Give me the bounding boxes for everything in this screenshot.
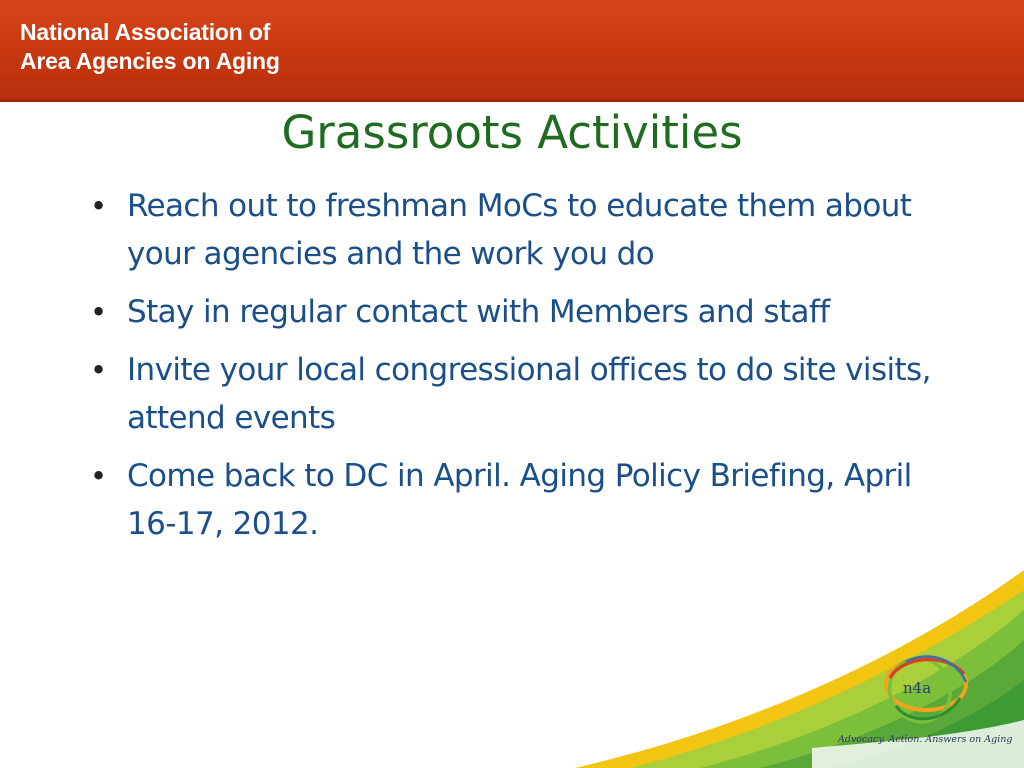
- logo-tagline: Advocacy. Action. Answers on Aging: [838, 734, 1013, 745]
- bullet-item: [90, 288, 950, 336]
- bullet-text: Reach out to freshman MoCs to educate them about your agencies and the work you do: [127, 188, 912, 272]
- slide-title: Grassroots Activities: [281, 106, 743, 159]
- bullet-marker: •: [90, 189, 108, 223]
- bullet-list: [90, 182, 950, 558]
- logo-name: n4a: [903, 679, 932, 697]
- organization-name-line-2: Area Agencies on Aging: [20, 48, 280, 74]
- bullet-text: Stay in regular contact with Members and staff: [127, 294, 830, 330]
- bullet-text: Invite your local congressional offices to do site visits, attend events: [127, 352, 931, 436]
- organization-name-line-1: National Association of: [20, 19, 271, 45]
- bullet-item: [90, 452, 950, 548]
- bullet-item: [90, 182, 950, 278]
- bullet-item: [90, 346, 950, 442]
- bullet-marker: •: [90, 353, 108, 387]
- bullet-text: Come back to DC in April. Aging Policy Briefing, April 16-17, 2012.: [127, 458, 912, 542]
- bullet-marker: •: [90, 295, 108, 329]
- bullet-marker: •: [90, 459, 108, 493]
